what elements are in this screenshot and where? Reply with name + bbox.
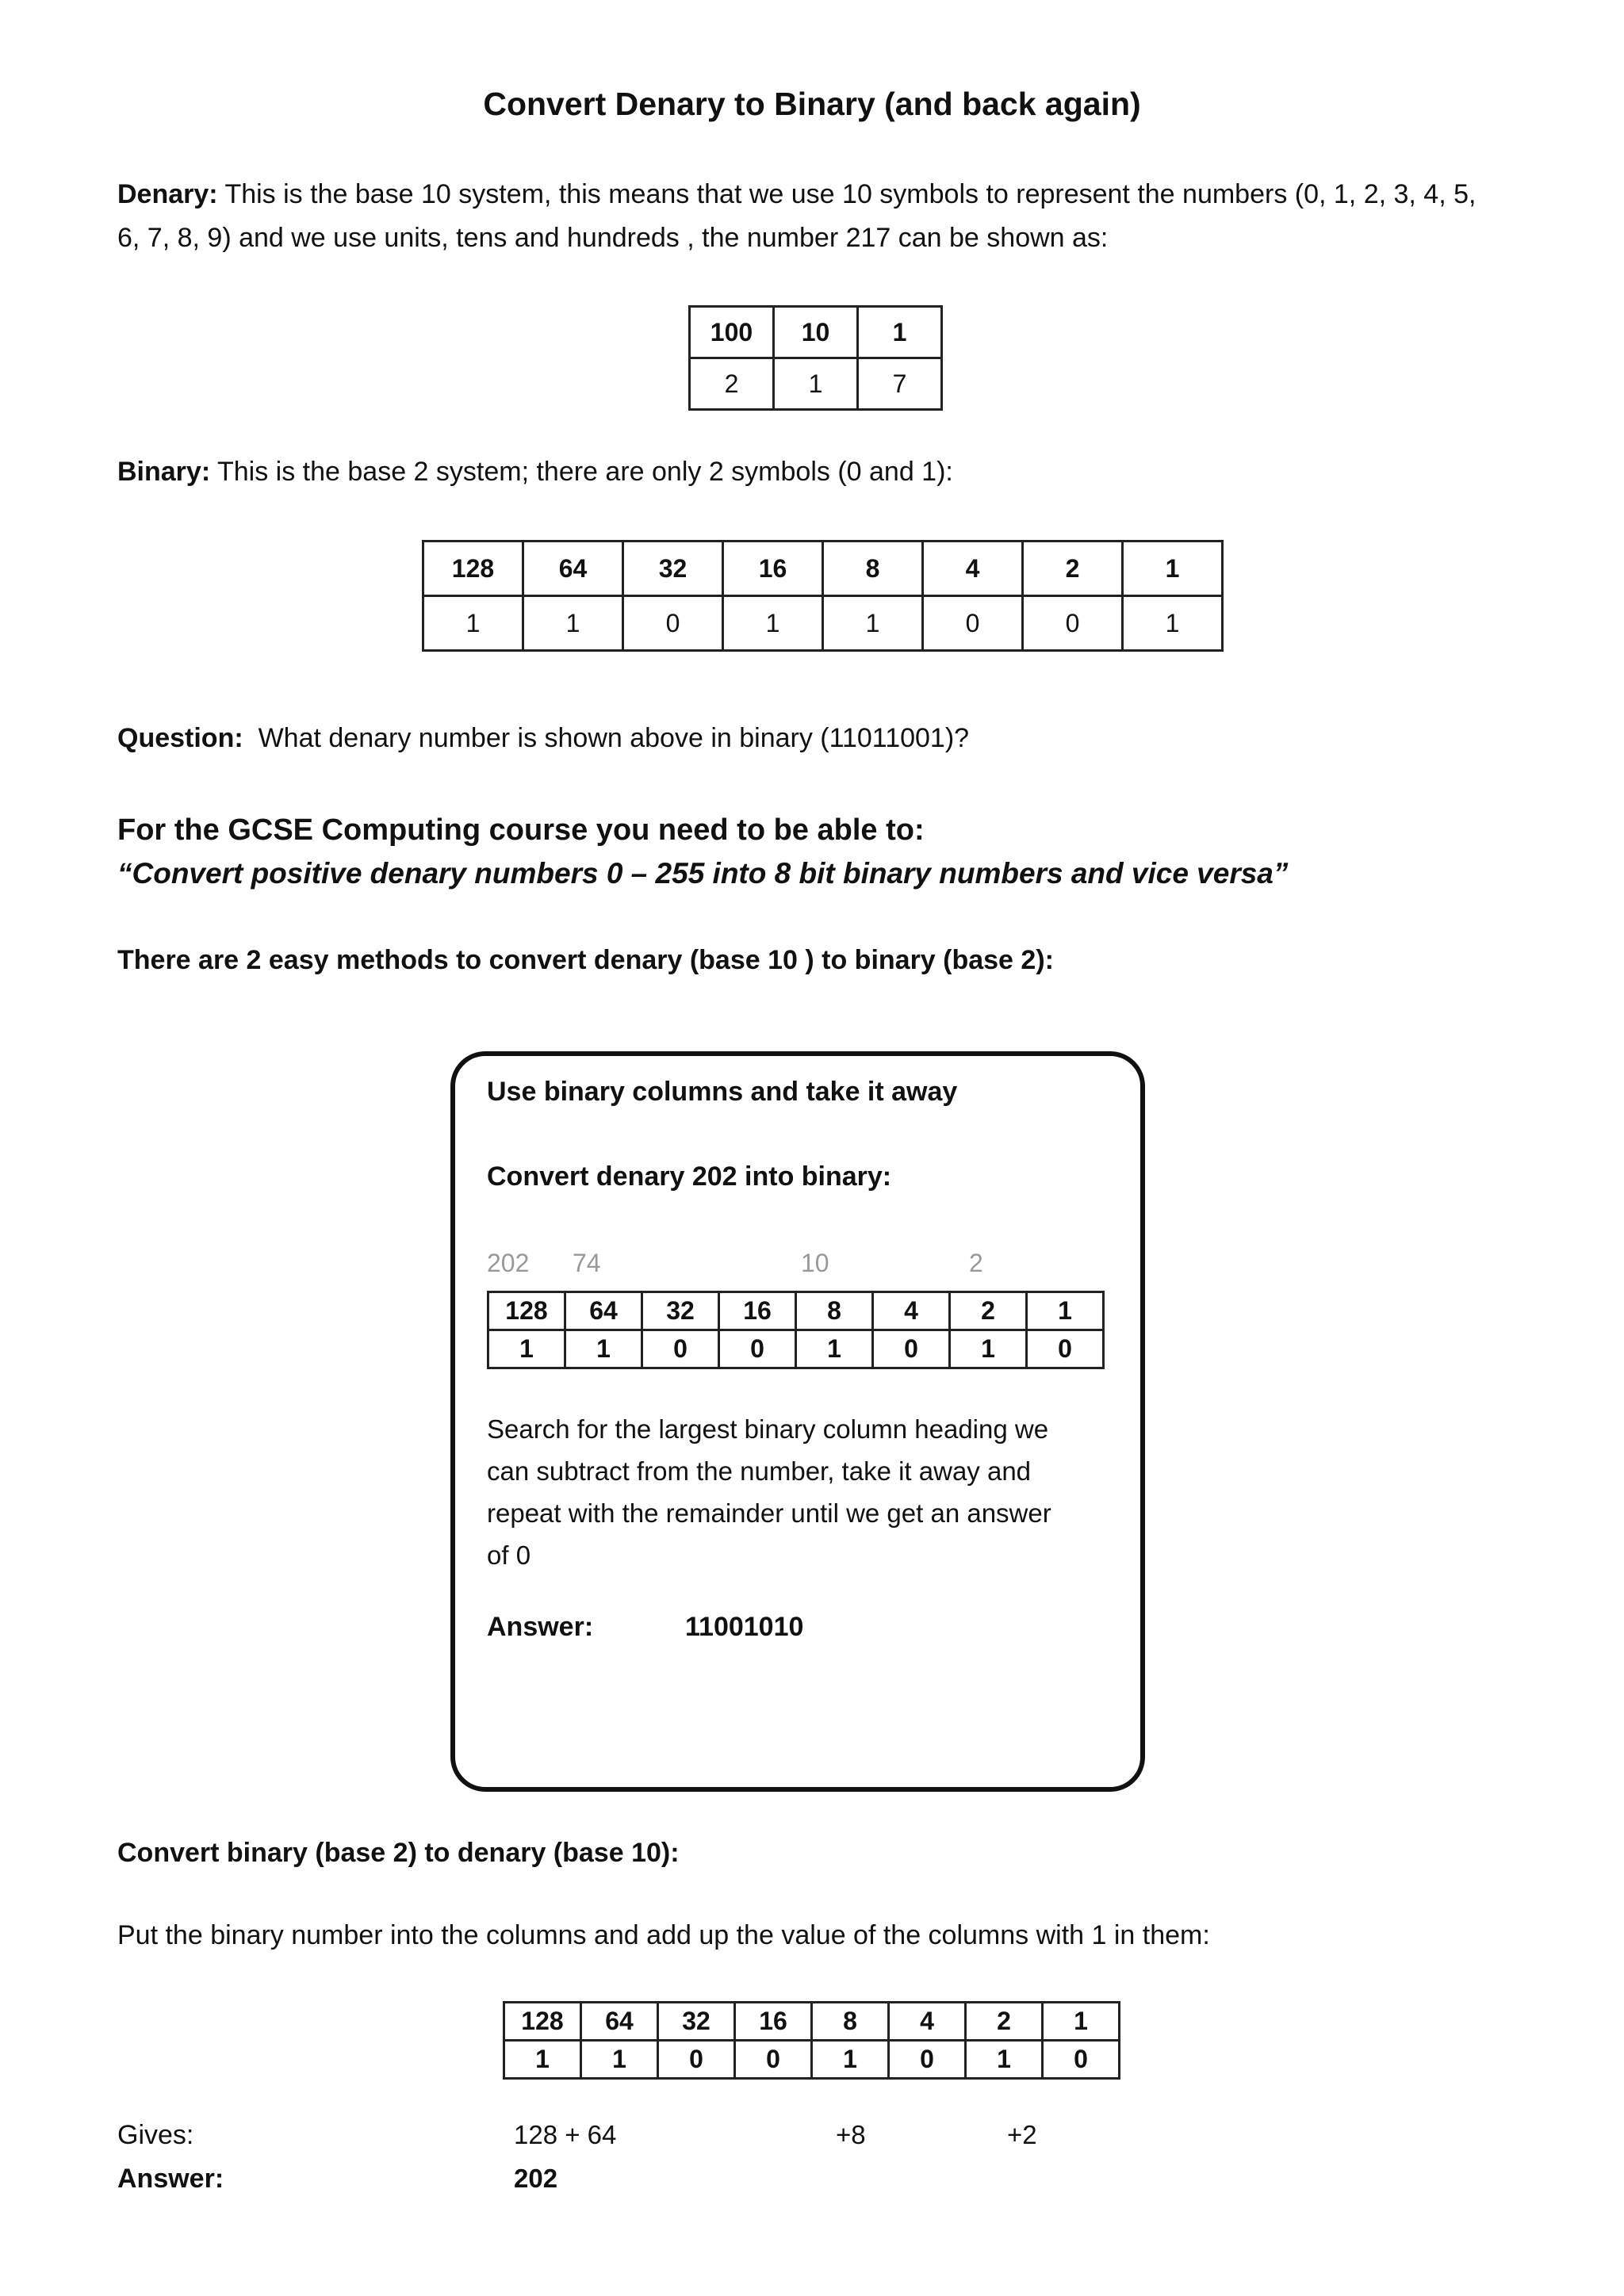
table-cell: 0 bbox=[873, 1330, 950, 1368]
table-value-row bbox=[690, 358, 942, 410]
table-cell: 1 bbox=[812, 2041, 889, 2079]
remainder-label: 2 bbox=[969, 1249, 983, 1277]
explanation-line: can subtract from the number, take it away and bbox=[487, 1456, 1032, 1486]
reverse-instruction: Put the binary number into the columns and add up the value of the columns with 1 in them: bbox=[117, 1920, 1210, 1950]
denary-text-line2: 6, 7, 8, 9) and we use units, tens and hundreds , the number 217 can be shown as: bbox=[117, 223, 1109, 253]
table-header-cell: 64 bbox=[581, 2003, 658, 2041]
table-value-row bbox=[488, 1330, 1104, 1368]
explanation-line: of 0 bbox=[487, 1540, 531, 1570]
table-header-cell: 8 bbox=[812, 2003, 889, 2041]
question-label: Question: bbox=[117, 723, 243, 753]
remainder-label: 10 bbox=[801, 1249, 829, 1277]
table-header-cell: 4 bbox=[873, 1292, 950, 1330]
denary-place-value-table bbox=[688, 305, 943, 411]
table-cell: 1 bbox=[1123, 596, 1223, 651]
table-header-cell: 1 bbox=[1027, 1292, 1104, 1330]
table-cell: 0 bbox=[623, 596, 723, 651]
table-cell: 0 bbox=[719, 1330, 796, 1368]
binary-label: Binary: bbox=[117, 457, 211, 487]
table-header-cell: 128 bbox=[504, 2003, 581, 2041]
table-value-row bbox=[504, 2041, 1120, 2079]
table-header-cell: 4 bbox=[923, 541, 1023, 596]
table-header-cell: 128 bbox=[488, 1292, 565, 1330]
table-cell: 0 bbox=[735, 2041, 812, 2079]
table-header-row bbox=[504, 2003, 1120, 2041]
table-header-cell: 1 bbox=[1043, 2003, 1120, 2041]
table-cell: 1 bbox=[966, 2041, 1043, 2079]
gives-part: 128 + 64 bbox=[514, 2120, 617, 2149]
reverse-answer-label: Answer: bbox=[117, 2164, 224, 2194]
table-header-cell: 1 bbox=[858, 307, 942, 358]
method-binary-table bbox=[487, 1291, 1105, 1369]
method-box-subtitle: Convert denary 202 into binary: bbox=[487, 1161, 892, 1192]
method-explanation bbox=[487, 1408, 1121, 1576]
table-cell: 1 bbox=[423, 596, 523, 651]
table-cell: 0 bbox=[642, 1330, 719, 1368]
denary-paragraph bbox=[117, 173, 1513, 260]
table-header-cell: 100 bbox=[690, 307, 774, 358]
question-text: What denary number is shown above in binary (11011001)? bbox=[258, 723, 970, 753]
table-header-cell: 2 bbox=[950, 1292, 1027, 1330]
table-header-cell: 64 bbox=[565, 1292, 642, 1330]
explanation-line: repeat with the remainder until we get an answer bbox=[487, 1498, 1051, 1528]
denary-text-line1: This is the base 10 system, this means that we use 10 symbols to represent the numbers (0, 1, 2, 3, 4, 5, bbox=[224, 179, 1477, 209]
table-header-cell: 10 bbox=[774, 307, 858, 358]
table-header-cell: 8 bbox=[796, 1292, 873, 1330]
table-header-cell: 4 bbox=[889, 2003, 966, 2041]
method-answer-value: 11001010 bbox=[685, 1612, 804, 1642]
table-header-cell: 16 bbox=[719, 1292, 796, 1330]
gives-part: +8 bbox=[836, 2120, 866, 2149]
table-value-row bbox=[423, 596, 1223, 651]
table-header-cell: 128 bbox=[423, 541, 523, 596]
table-cell: 0 bbox=[1023, 596, 1123, 651]
explanation-line: Search for the largest binary column heading we bbox=[487, 1414, 1049, 1444]
table-cell: 1 bbox=[723, 596, 823, 651]
table-cell: 1 bbox=[488, 1330, 565, 1368]
table-header-row bbox=[690, 307, 942, 358]
gives-part: +2 bbox=[1007, 2120, 1037, 2149]
table-header-cell: 8 bbox=[823, 541, 923, 596]
table-header-cell: 1 bbox=[1123, 541, 1223, 596]
table-cell: 0 bbox=[1027, 1330, 1104, 1368]
question-paragraph bbox=[117, 717, 1513, 760]
gcse-heading: For the GCSE Computing course you need to be able to: bbox=[117, 813, 925, 847]
reverse-heading: Convert binary (base 2) to denary (base 10): bbox=[117, 1838, 680, 1868]
remainder-label: 202 bbox=[487, 1249, 530, 1277]
reverse-binary-table bbox=[503, 2001, 1120, 2080]
method-box-title: Use binary columns and take it away bbox=[487, 1077, 958, 1107]
table-header-row bbox=[423, 541, 1223, 596]
table-cell: 7 bbox=[858, 358, 942, 410]
binary-text: This is the base 2 system; there are only 2 symbols (0 and 1): bbox=[216, 457, 953, 487]
table-header-cell: 16 bbox=[735, 2003, 812, 2041]
gcse-quote: “Convert positive denary numbers 0 – 255 into 8 bit binary numbers and vice versa” bbox=[117, 857, 1289, 890]
table-header-row bbox=[488, 1292, 1104, 1330]
table-cell: 1 bbox=[581, 2041, 658, 2079]
table-cell: 0 bbox=[658, 2041, 735, 2079]
table-cell: 1 bbox=[796, 1330, 873, 1368]
table-cell: 1 bbox=[523, 596, 623, 651]
binary-paragraph bbox=[117, 450, 1513, 494]
table-cell: 1 bbox=[950, 1330, 1027, 1368]
table-cell: 1 bbox=[504, 2041, 581, 2079]
binary-place-value-table bbox=[422, 540, 1224, 652]
remainder-label: 74 bbox=[573, 1249, 601, 1277]
table-header-cell: 64 bbox=[523, 541, 623, 596]
table-header-cell: 32 bbox=[623, 541, 723, 596]
denary-label: Denary: bbox=[117, 179, 218, 209]
gives-label: Gives: bbox=[117, 2120, 194, 2150]
reverse-answer-value: 202 bbox=[514, 2164, 558, 2193]
table-cell: 1 bbox=[565, 1330, 642, 1368]
table-cell: 0 bbox=[889, 2041, 966, 2079]
table-header-cell: 32 bbox=[658, 2003, 735, 2041]
table-cell: 2 bbox=[690, 358, 774, 410]
table-cell: 0 bbox=[923, 596, 1023, 651]
table-header-cell: 32 bbox=[642, 1292, 719, 1330]
table-header-cell: 2 bbox=[966, 2003, 1043, 2041]
table-header-cell: 2 bbox=[1023, 541, 1123, 596]
table-cell: 1 bbox=[823, 596, 923, 651]
table-cell: 0 bbox=[1043, 2041, 1120, 2079]
table-header-cell: 16 bbox=[723, 541, 823, 596]
method-answer-label: Answer: bbox=[487, 1612, 594, 1642]
table-cell: 1 bbox=[774, 358, 858, 410]
methods-heading: There are 2 easy methods to convert denary (base 10 ) to binary (base 2): bbox=[117, 945, 1054, 975]
page-title: Convert Denary to Binary (and back again) bbox=[483, 86, 1141, 122]
